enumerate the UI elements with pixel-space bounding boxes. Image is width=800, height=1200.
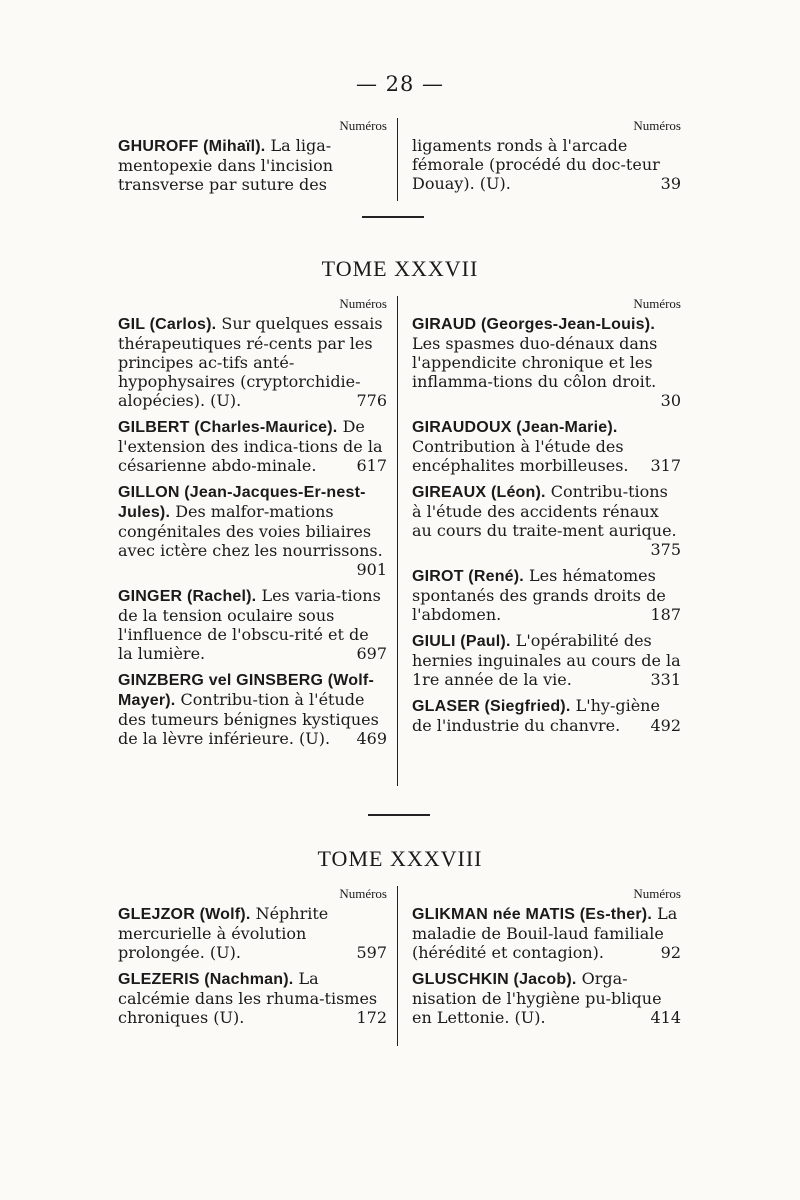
column-header: Numéros [633,886,681,901]
top-right-column [398,118,681,201]
author-name: GHUROFF (Mihaïl). [118,138,266,155]
separator-rule [362,216,424,218]
author-name: GINZBERG vel GINSBERG (Wolf-Mayer). [118,672,374,709]
entry-number: 617 [356,456,387,475]
author-name: GLUSCHKIN (Jacob). [412,971,577,988]
entry [412,969,681,1027]
column-header: Numéros [339,296,387,311]
entry-number: 39 [660,174,681,193]
entry [412,482,681,559]
author-name: GIL (Carlos). [118,316,217,333]
author-name: GLIKMAN née MATIS (Es-ther). [412,906,652,923]
column-header: Numéros [633,118,681,133]
entry-text: La calcémie dans les rhuma-tismes chroniques (U). [118,969,378,1027]
entry [412,631,681,689]
separator-rule [368,814,430,816]
entry [118,482,387,579]
entry-text: Contribu-tions à l'étude des accidents rénaux au cours du traite-ment aurique. [412,482,677,540]
entry-number: 172 [356,1008,387,1027]
entry-text: Orga-nisation de l'hygiène pu-blique en Lettonie. (U). [412,969,662,1027]
entry [118,670,387,748]
entry [118,904,387,962]
entry-number: 331 [650,670,681,689]
entry-text: L'hy-giène de l'industrie du chanvre. [412,696,660,735]
entry-text: L'opérabilité des hernies inguinales au cours de la 1re année de la vie. [412,631,681,689]
entry [118,314,387,410]
entry-number: 697 [356,644,387,663]
entry [412,136,681,193]
tome-heading: TOME XXXVII [321,256,479,281]
entry-text: Contribution à l'étude des encéphalites morbilleuses. [412,437,629,475]
author-name: GIRAUD (Georges-Jean-Louis). [412,316,655,333]
entry [412,904,681,962]
column-header: Numéros [339,118,387,133]
tome-38-left-column [118,886,397,1046]
tome-37-right-column [398,296,681,786]
entry-number: 92 [660,943,681,962]
entry-number: 187 [650,605,681,624]
entry-number: 776 [356,391,387,410]
entry [412,417,681,475]
entry-number: 492 [650,716,681,735]
entry-text: Sur quelques essais thérapeutiques ré-cents par les principes ac-tifs anté-hypophysaires (cryptorchidie-alopécies). (U). [118,314,383,410]
entry-number: 375 [650,540,681,559]
author-name: GILLON (Jean-Jacques-Er-nest-Jules). [118,484,366,521]
entry-text: Les spasmes duo-dénaux dans l'appendicite chronique et les inflamma-tions du côlon droit. [412,334,658,391]
entry-text: Des malfor-mations congénitales des voies biliaires avec ictère chez les nourrissons. [118,502,383,560]
author-name: GILBERT (Charles-Maurice). [118,419,338,436]
entry-text: De l'extension des indica-tions de la césarienne abdo-minale. [118,417,383,475]
entry-text: ligaments ronds à l'arcade fémorale (procédé du doc-teur Douay). (U). [412,136,660,193]
entry-text: La maladie de Bouil-laud familiale (hérédité et contagion). [412,904,678,962]
entry-number: 414 [650,1008,681,1027]
author-name: GLEZERIS (Nachman). [118,971,294,988]
entry [118,969,387,1027]
author-name: GINGER (Rachel). [118,588,257,605]
entry-text: Les hématomes spontanés des grands droits de l'abdomen. [412,566,666,624]
entry [412,696,681,735]
entry [412,566,681,624]
entry [118,586,387,663]
entry-number: 30 [660,391,681,410]
entry [412,314,681,410]
author-name: GIRAUDOUX (Jean-Marie). [412,419,618,436]
entry-number: 317 [650,456,681,475]
top-section [118,118,681,201]
tome-38-section [118,886,681,1046]
column-header: Numéros [633,296,681,311]
author-name: GIREAUX (Léon). [412,484,546,501]
author-name: GIULI (Paul). [412,633,511,650]
top-left-column [118,118,397,201]
tome-38-right-column [398,886,681,1046]
page-number: — 28 — [355,72,445,96]
tome-37-left-column [118,296,397,786]
column-header: Numéros [339,886,387,901]
author-name: GLEJZOR (Wolf). [118,906,251,923]
entry-number: 469 [356,729,387,748]
tome-heading: TOME XXXVIII [317,846,483,871]
entry [118,417,387,475]
entry-text: Néphrite mercurielle à évolution prolongée. (U). [118,904,329,962]
entry-text: La liga-mentopexie dans l'incision transverse par suture des [118,136,334,194]
author-name: GIROT (René). [412,568,524,585]
entry-number: 597 [356,943,387,962]
entry-text: Les varia-tions de la tension oculaire sous l'influence de l'obscu-rité et de la lumière. [118,586,381,663]
entry-number: 901 [356,560,387,579]
entry [118,136,387,194]
tome-37-section [118,296,681,786]
author-name: GLASER (Siegfried). [412,698,571,715]
entry-text: Contribu-tion à l'étude des tumeurs bénignes kystiques de la lèvre inférieure. (U). [118,690,379,748]
